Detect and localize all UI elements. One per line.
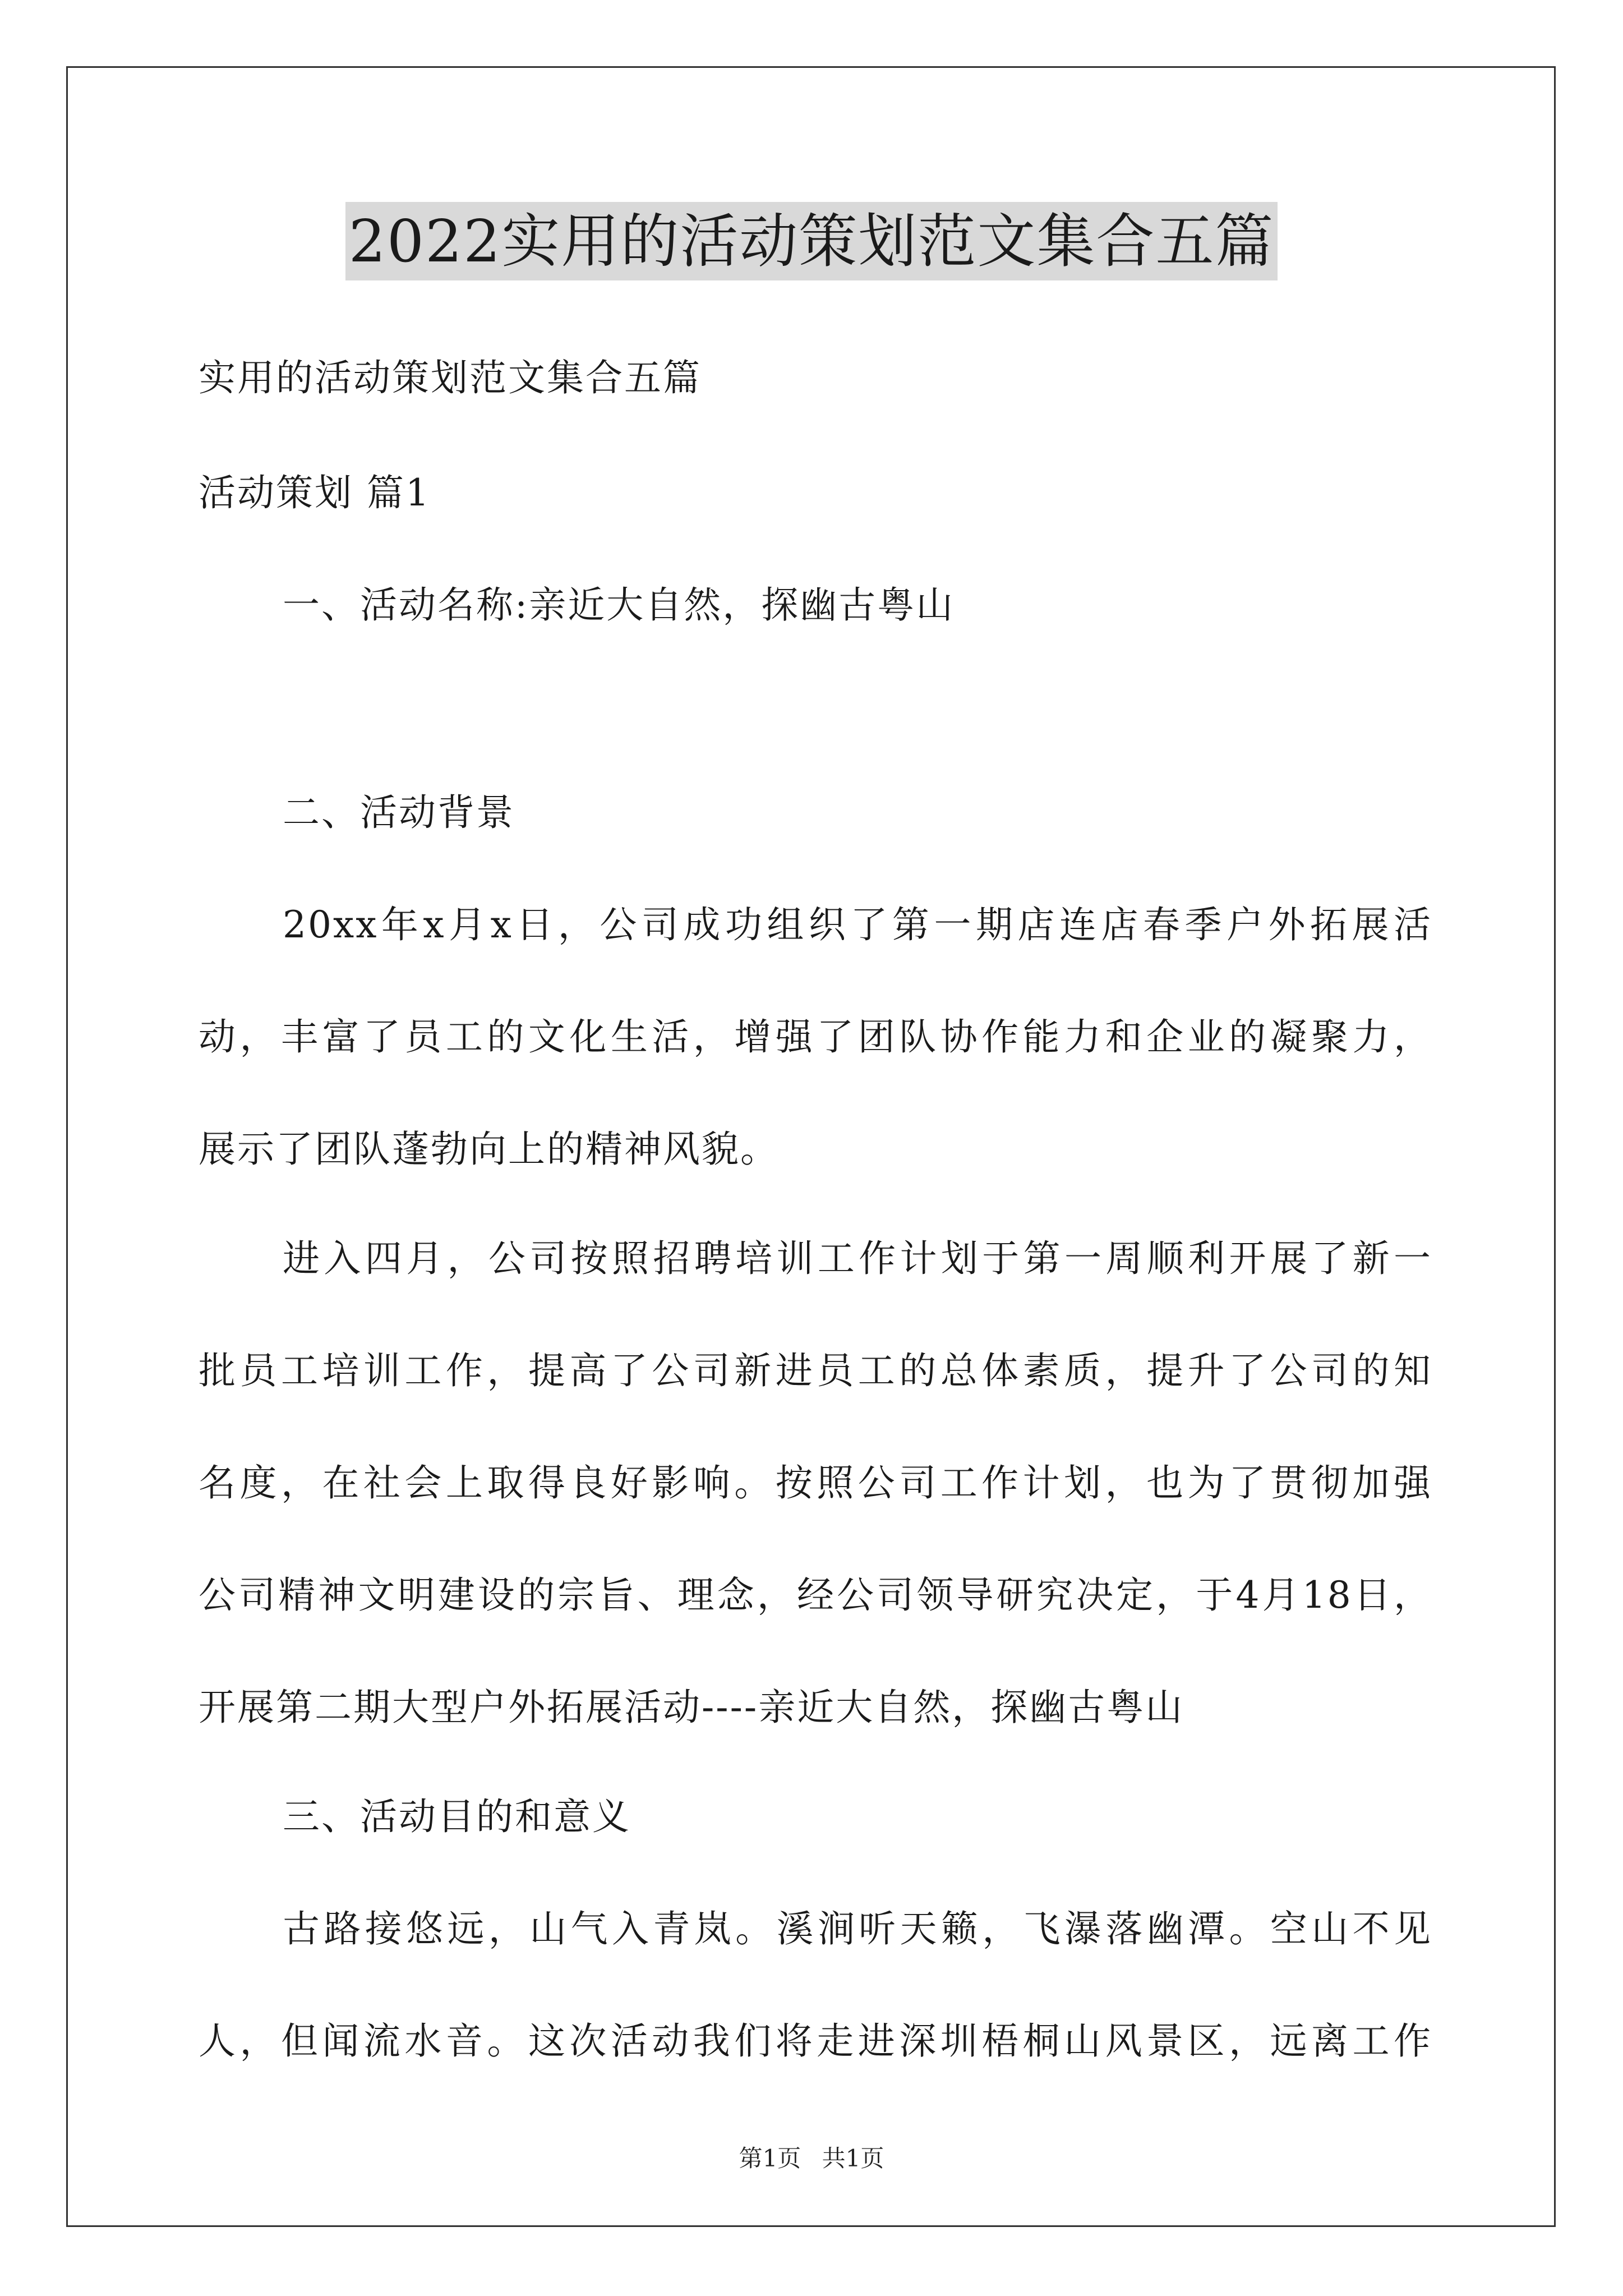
- doc-subtitle: 实用的活动策划范文集合五篇: [199, 356, 702, 399]
- paragraph-line: 批员工培训工作，提高了公司新进员工的总体素质，提升了公司的知: [199, 1349, 1432, 1392]
- paragraph-line: 一、活动名称:亲近大自然，探幽古粤山: [283, 583, 955, 627]
- document-title: 2022实用的活动策划范文集合五篇: [345, 202, 1278, 280]
- section-heading: 活动策划 篇1: [199, 471, 431, 514]
- paragraph-line: 公司精神文明建设的宗旨、理念，经公司领导研究决定，于4月18日，: [199, 1573, 1432, 1617]
- page-number: 第1页: [739, 2145, 801, 2172]
- paragraph-line: 二、活动背景: [283, 791, 515, 834]
- paragraph-line: 动，丰富了员工的文化生活，增强了团队协作能力和企业的凝聚力，: [199, 1015, 1432, 1059]
- paragraph-line: 人，但闻流水音。这次活动我们将走进深圳梧桐山风景区，远离工作: [199, 2019, 1432, 2063]
- paragraph-line: 进入四月，公司按照招聘培训工作计划于第一周顺利开展了新一: [283, 1237, 1432, 1280]
- paragraph-line: 三、活动目的和意义: [283, 1795, 631, 1838]
- paragraph-line: 展示了团队蓬勃向上的精神风貌。: [199, 1128, 779, 1171]
- paragraph-line: 古路接悠远，山气入青岚。溪涧听天籁，飞瀑落幽潭。空山不见: [283, 1907, 1432, 1950]
- paragraph-line: 开展第二期大型户外拓展活动----亲近大自然，探幽古粤山: [199, 1686, 1184, 1729]
- title-container: [0, 202, 1623, 280]
- page-total: 共1页: [822, 2145, 884, 2172]
- paragraph-line: 名度，在社会上取得良好影响。按照公司工作计划，也为了贯彻加强: [199, 1461, 1432, 1504]
- paragraph-line: 20xx年x月x日，公司成功组织了第一期店连店春季户外拓展活: [283, 903, 1432, 946]
- page-footer: [0, 2140, 1623, 2174]
